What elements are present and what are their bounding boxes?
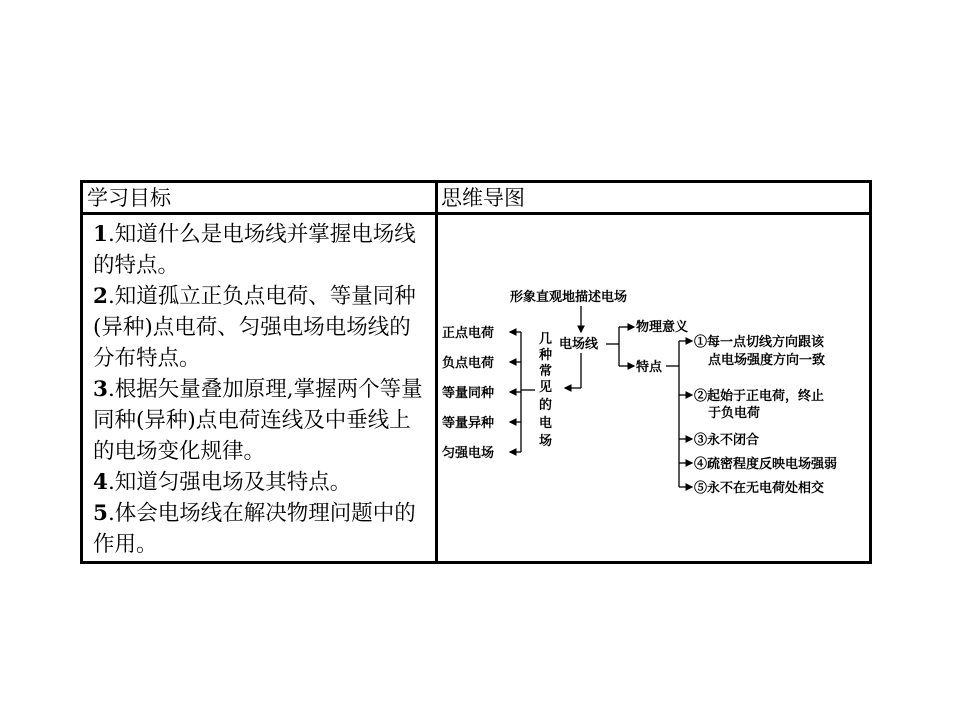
objectives-table [80, 180, 872, 564]
objective-text: .知道什么是电场线并掌握电场线的特点。 [93, 222, 416, 278]
objective-item [93, 374, 429, 467]
objective-item [93, 219, 429, 281]
objective-text: .根据矢量叠加原理,掌握两个等量同种(异种)点电荷连线及中垂线上的电场变化规律。 [93, 377, 423, 464]
vertical-char: 见 [539, 380, 553, 395]
objective-text: .知道匀强电场及其特点。 [107, 470, 352, 495]
feature-3: ③永不闭合 [694, 433, 760, 448]
common-type-uniform: 匀强电场 [442, 446, 495, 461]
objective-item [93, 281, 429, 374]
features-label: 特点 [636, 360, 663, 375]
feature-2-line1: ②起始于正电荷，终止 [694, 389, 825, 404]
objective-number: 2 [93, 284, 108, 309]
feature-2-line2: 于负电荷 [708, 406, 761, 421]
objective-number: 1 [93, 222, 108, 247]
physical-meaning-label: 物理意义 [636, 320, 689, 335]
objective-number: 4 [93, 470, 108, 495]
mind-map-center: 电场线 [559, 337, 599, 352]
header-learning-objectives: 学习目标 [87, 186, 171, 210]
mind-map [438, 215, 869, 561]
common-type-positive: 正点电荷 [442, 326, 495, 341]
vertical-char: 的 [539, 398, 553, 413]
feature-4: ④疏密程度反映电场强弱 [694, 457, 838, 472]
feature-1-line2: 点电场强度方向一致 [708, 353, 826, 368]
objective-text: .知道孤立正负点电荷、等量同种(异种)点电荷、匀强电场电场线的分布特点。 [93, 284, 416, 371]
vertical-char: 场 [539, 434, 553, 449]
feature-5: ⑤永不在无电荷处相交 [694, 481, 825, 496]
vertical-char: 几 [539, 332, 553, 347]
objective-text: .体会电场线在解决物理问题中的作用。 [93, 501, 416, 557]
objective-item [93, 498, 429, 560]
vertical-char: 种 [539, 348, 553, 363]
feature-1-line1: ①每一点切线方向跟该 [694, 335, 825, 350]
common-type-negative: 负点电荷 [442, 356, 495, 371]
objective-number: 3 [93, 377, 108, 402]
objective-number: 5 [93, 501, 108, 526]
objective-item [93, 467, 429, 498]
common-type-unlike: 等量异种 [442, 416, 495, 431]
mind-map-top-concept: 形象直观地描述电场 [510, 290, 628, 305]
common-type-like: 等量同种 [442, 386, 495, 401]
header-mind-map: 思维导图 [441, 186, 525, 210]
mind-map-diagram [438, 215, 869, 561]
objectives-list [93, 219, 429, 560]
common-fields-vertical-label [538, 332, 553, 449]
vertical-char: 常 [539, 364, 553, 379]
vertical-char: 电 [539, 416, 553, 431]
